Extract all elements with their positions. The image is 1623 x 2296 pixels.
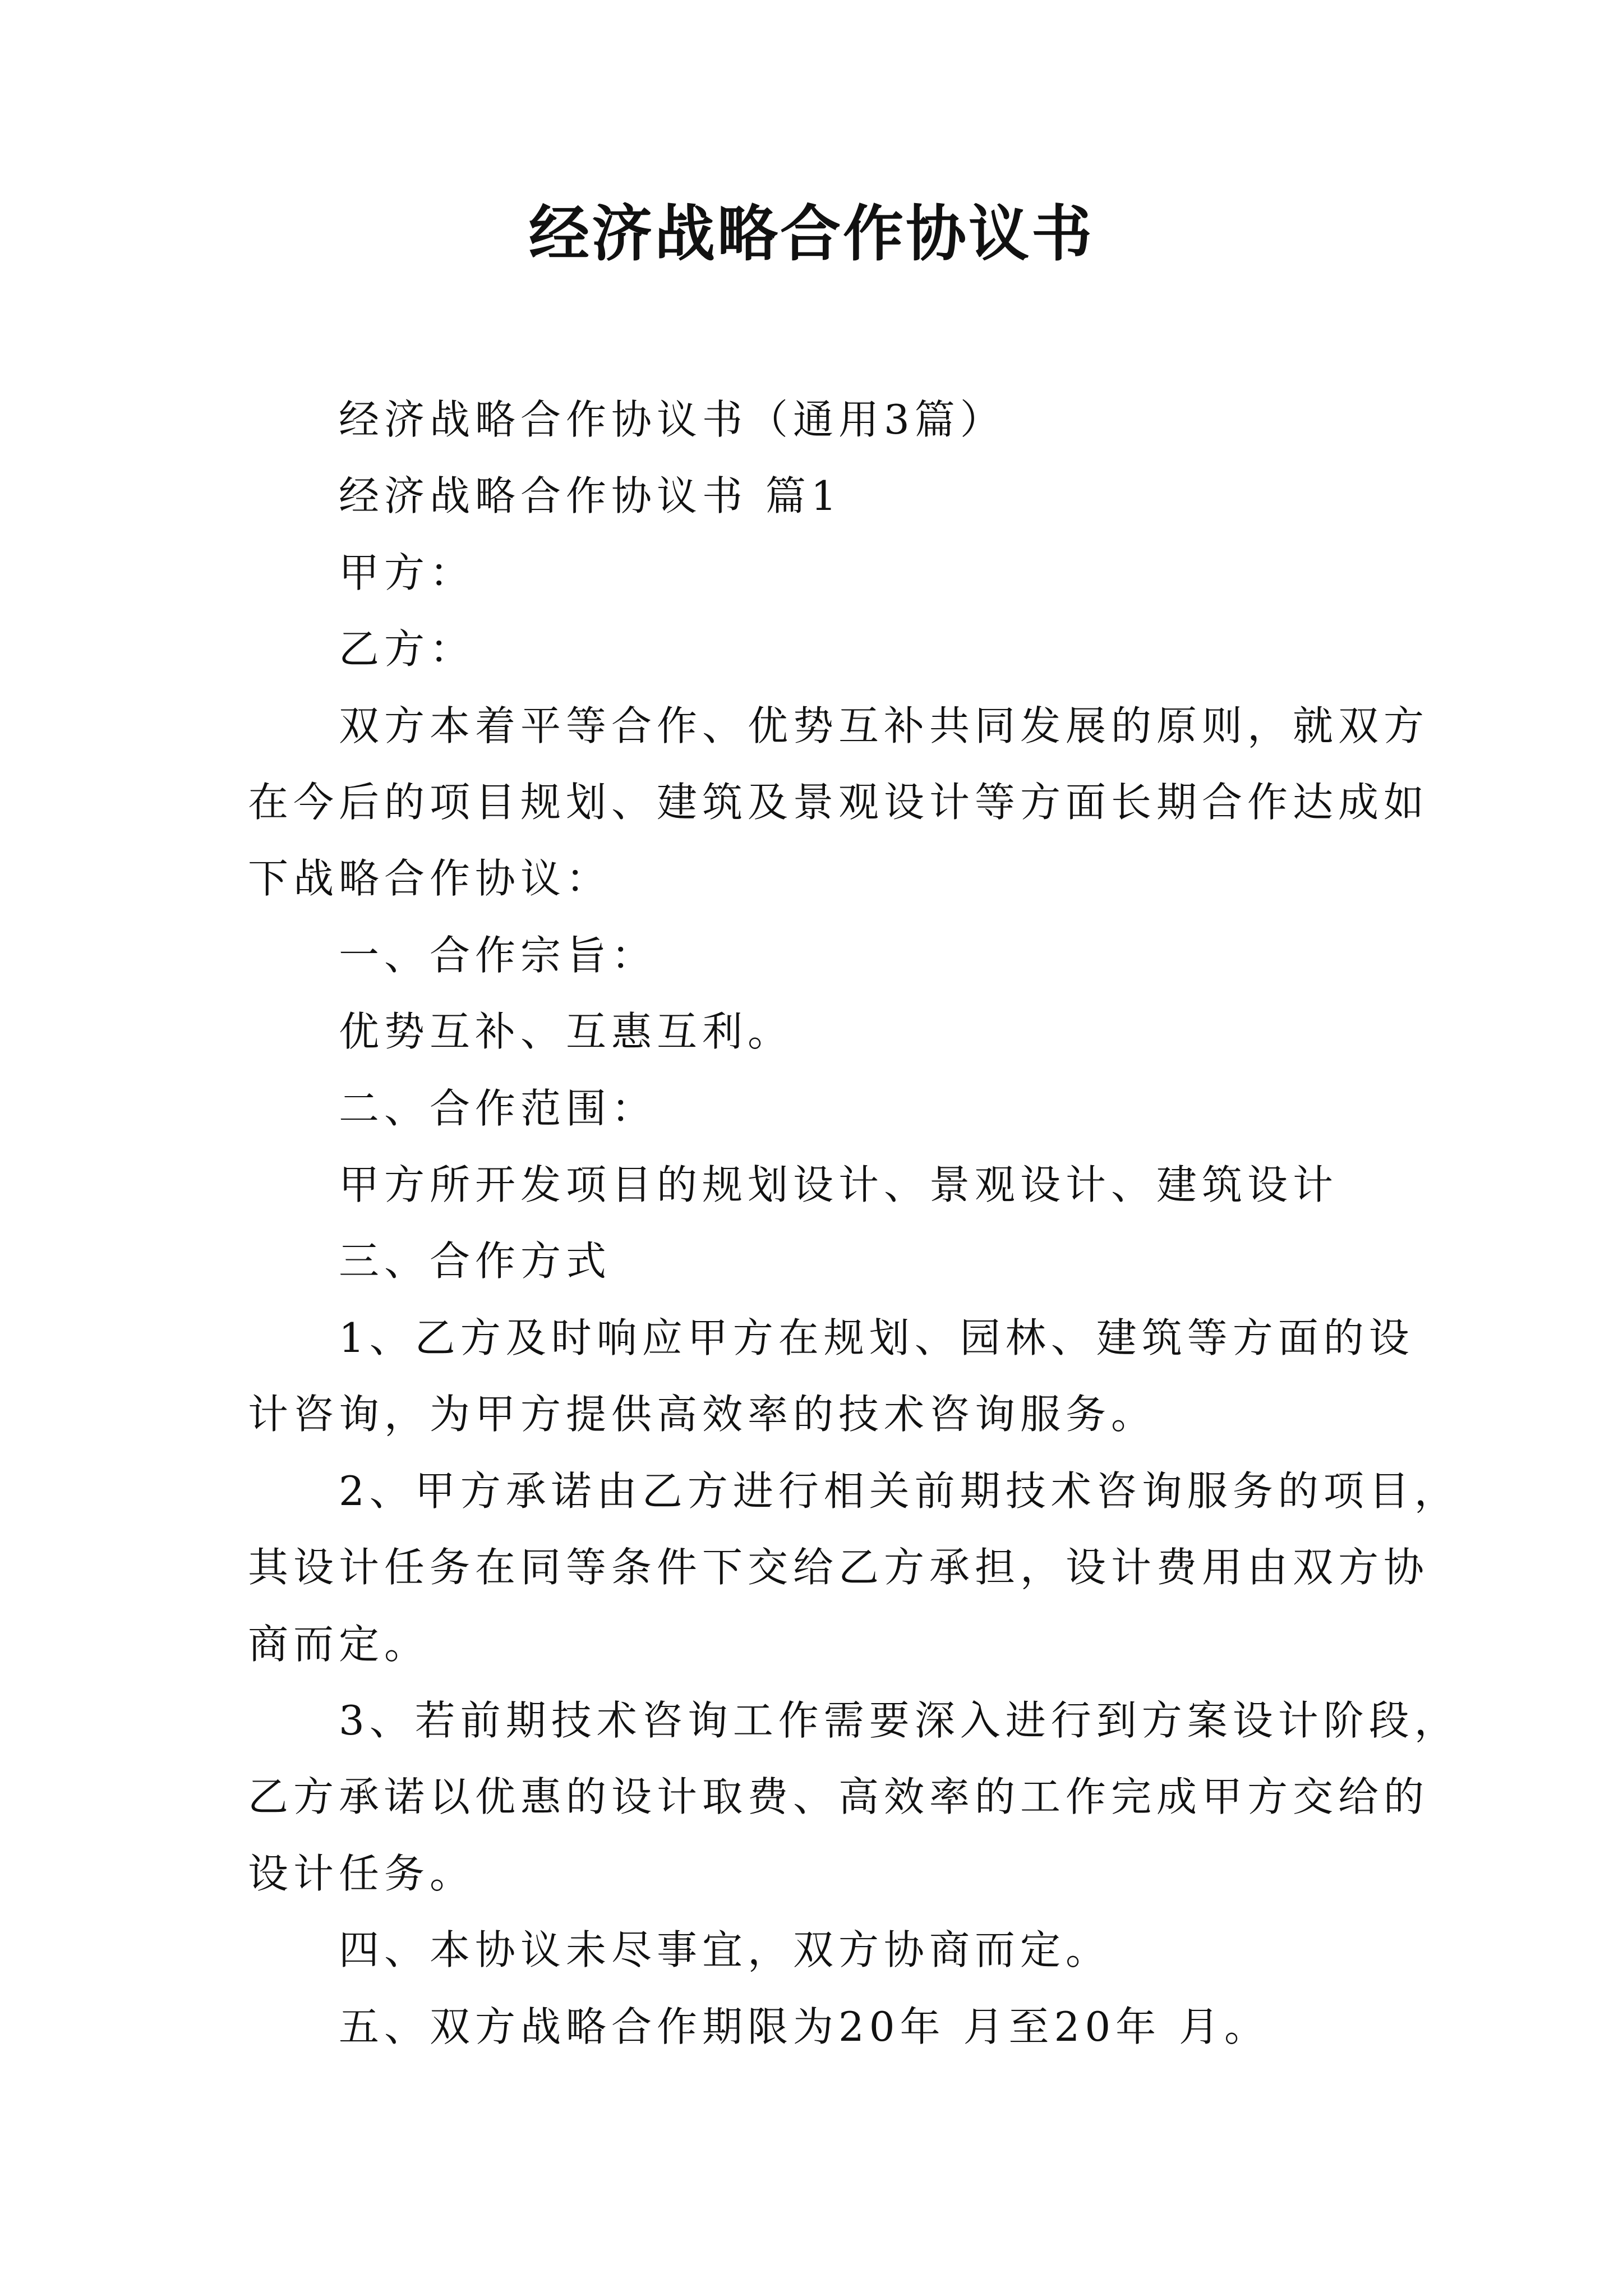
document-body <box>248 381 1460 2065</box>
text-line: 二、合作范围： <box>339 1084 657 1132</box>
text-line: 双方本着平等合作、优势互补共同发展的原则，就双方 <box>339 702 1430 749</box>
paragraph <box>248 458 1386 534</box>
text-line: 其设计任务在同等条件下交给乙方承担，设计费用由双方协 <box>248 1544 1430 1591</box>
text-line: 一、合作宗旨： <box>339 931 657 979</box>
paragraph <box>248 917 1386 993</box>
text-line: 1、乙方及时响应甲方在规划、园林、建筑等方面的设 <box>339 1314 1414 1361</box>
paragraph <box>248 1300 1414 1453</box>
text-line: 3、若前期技术咨询工作需要深入进行到方案设计阶段， <box>339 1696 1460 1744</box>
paragraph <box>248 535 1386 611</box>
paragraph <box>248 1989 1386 2065</box>
paragraph <box>248 1070 1386 1147</box>
document-title: 经济战略合作协议书 <box>528 199 1094 269</box>
text-line: 商而定。 <box>248 1620 430 1668</box>
text-line: 经济战略合作协议书 篇1 <box>339 472 842 520</box>
paragraph <box>248 1453 1460 1682</box>
text-line: 2、甲方承诺由乙方进行相关前期技术咨询服务的项目， <box>339 1467 1460 1515</box>
paragraph <box>248 1223 1386 1299</box>
text-line: 乙方： <box>339 625 476 673</box>
paragraph <box>248 1682 1460 1912</box>
text-line: 三、合作方式 <box>339 1237 612 1285</box>
paragraph <box>248 993 1386 1070</box>
text-line: 在今后的项目规划、建筑及景观设计等方面长期合作达成如 <box>248 779 1430 826</box>
text-line: 甲方： <box>339 549 476 596</box>
paragraph <box>248 381 1386 458</box>
text-line: 经济战略合作协议书（通用3篇） <box>339 396 1006 443</box>
text-line: 设计任务。 <box>248 1849 476 1897</box>
paragraph <box>248 1912 1386 1988</box>
text-line: 优势互补、互惠互利。 <box>339 1008 794 1056</box>
text-line: 计咨询，为甲方提供高效率的技术咨询服务。 <box>248 1391 1157 1438</box>
text-line: 五、双方战略合作期限为20年 月至20年 月。 <box>339 2003 1270 2050</box>
text-line: 下战略合作协议： <box>248 855 612 903</box>
paragraph <box>248 688 1430 917</box>
paragraph <box>248 611 1386 687</box>
text-line: 甲方所开发项目的规划设计、景观设计、建筑设计 <box>339 1161 1339 1209</box>
paragraph <box>248 1147 1386 1223</box>
text-line: 乙方承诺以优惠的设计取费、高效率的工作完成甲方交给的 <box>248 1773 1430 1821</box>
text-line: 四、本协议未尽事宜，双方协商而定。 <box>339 1926 1112 1974</box>
